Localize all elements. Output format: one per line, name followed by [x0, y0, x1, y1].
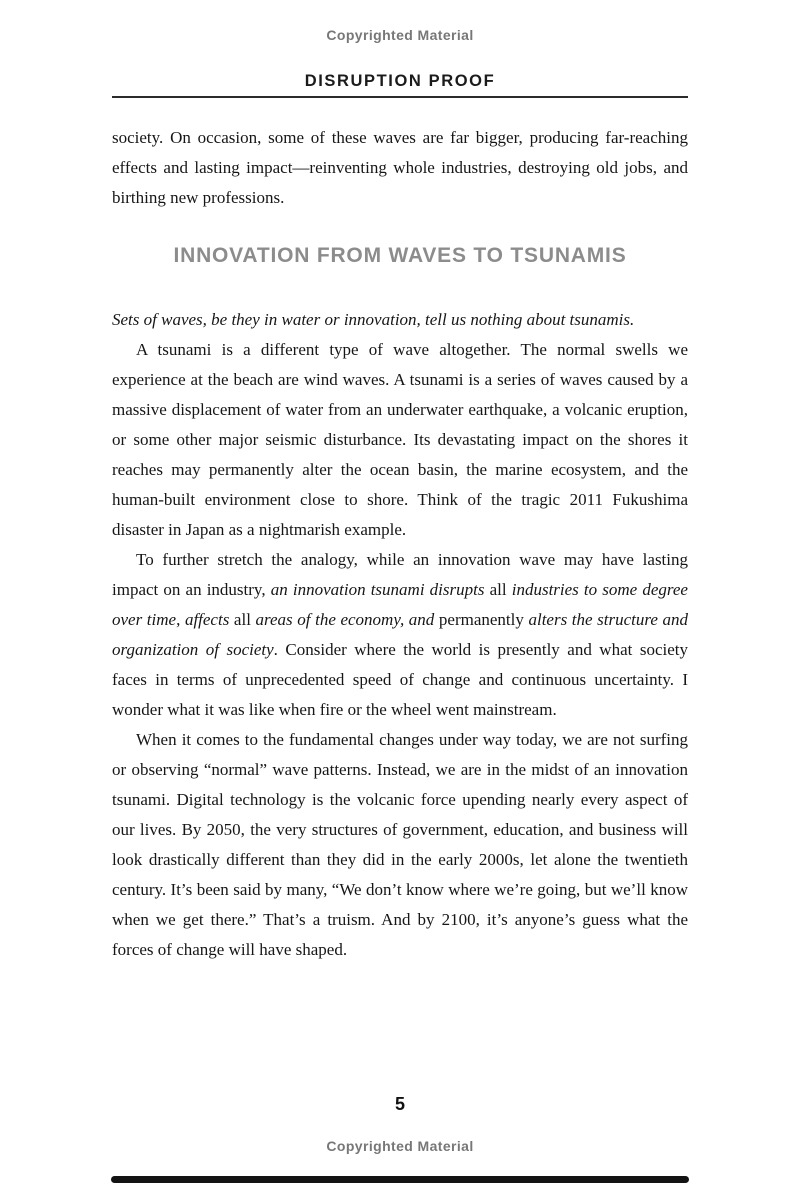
paragraph: To further stretch the analogy, while an innovation wave may have lasting impact on an industry, an innovation tsunami disrupts all industries to some degree over time, affects all areas of the economy, and permanently alters the structure and organization of society. Consider where the world is presently and what society faces in terms of unprecedented speed of change and continuous uncertainty. I wonder what it was like when fire or the wheel went mainstream.: [112, 550, 689, 719]
epigraph: Sets of waves, be they in water or innovation, tell us nothing about tsunamis.: [112, 310, 635, 329]
paragraph: When it comes to the fundamental changes under way today, we are not surfing or observing “normal” wave patterns. Instead, we are in the midst of an innovation tsunami. Digital technology is the volcanic force upending nearly every aspect of our lives. By 2050, the very structures of government, education, and business will look drastically different than they did in the early 2000s, let alone the twentieth century. It’s been said by many, “We don’t know where we’re going, but we’ll know when we get there.” That’s a truism. And by 2100, it’s anyone’s guess what the forces of change will have shaped.: [112, 730, 688, 959]
copyright-notice-top: Copyrighted Material: [326, 27, 474, 43]
paragraph: society. On occasion, some of these waves are far bigger, producing far-reaching effects and lasting impact—reinventing whole industries, destroying old jobs, and birthing new professions.: [112, 128, 688, 207]
copyright-notice-bottom: Copyrighted Material: [326, 1138, 474, 1154]
header-rule: [112, 96, 688, 98]
paragraph: A tsunami is a different type of wave altogether. The normal swells we experience at the beach are wind waves. A tsunami is a series of waves caused by a massive displacement of water from an underwater earthquake, a volcanic eruption, or some other major seismic disturbance. Its devastating impact on the shores it reaches may permanently alter the ocean basin, the marine ecosystem, and the human-built environment close to shore. Think of the tragic 2011 Fukushima disaster in Japan as a nightmarish example.: [112, 340, 688, 539]
body-text: [112, 123, 688, 965]
running-header: DISRUPTION PROOF: [304, 72, 496, 90]
book-edge-bar: [111, 1176, 689, 1183]
page-number: 5: [394, 1094, 405, 1114]
section-heading: INNOVATION FROM WAVES TO TSUNAMIS: [173, 244, 627, 267]
